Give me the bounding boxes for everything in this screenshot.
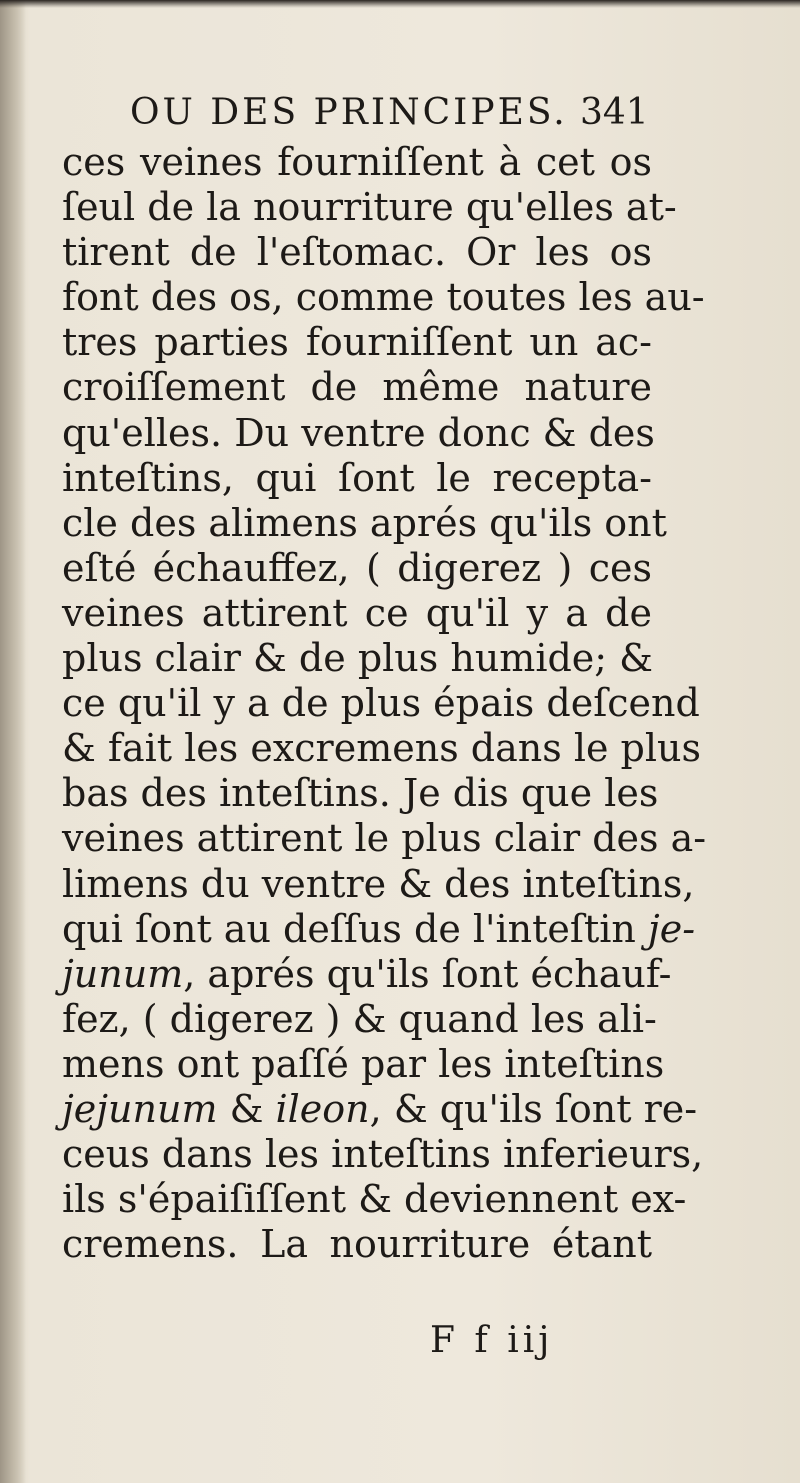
- text-line: & fait les excremens dans le plus: [62, 726, 701, 771]
- running-head: OU DES PRINCIPES.: [130, 92, 568, 133]
- text-line: ceus dans les inteſtins inferieurs,: [62, 1132, 704, 1177]
- italic-term: ileon: [275, 1086, 370, 1131]
- text-line: inteſtins, qui ſont le recepta-: [62, 455, 652, 500]
- text-line: ils s'épaiſiſſent & deviennent ex-: [62, 1177, 687, 1222]
- text-line: ce qu'il y a de plus épais deſcend: [62, 681, 700, 726]
- text-line: ſeul de la nourriture qu'elles at-: [62, 185, 677, 230]
- page-header: [70, 92, 670, 142]
- signature-mark: F f iij: [430, 1320, 554, 1361]
- italic-term: je-: [647, 906, 696, 951]
- text-line: fez, ( digerez ) & quand les ali-: [62, 996, 657, 1041]
- italic-term: jejunum: [62, 1086, 218, 1131]
- text-line: bas des inteſtins. Je dis que les: [62, 771, 659, 816]
- page-top-edge: [0, 0, 800, 8]
- text-line: qui ſont au deſſus de l'inteſtin je-: [62, 906, 696, 951]
- text-line: tres parties fourniſſent un ac-: [62, 320, 652, 365]
- text-line: limens du ventre & des inteſtins,: [62, 861, 695, 906]
- text-line: plus clair & de plus humide; &: [62, 636, 654, 681]
- text-line: font des os, comme toutes les au-: [62, 275, 705, 320]
- text-line: jejunum & ileon, & qu'ils ſont re-: [62, 1086, 698, 1131]
- body-text: [62, 140, 707, 1267]
- text-line: veines attirent ce qu'il y a de: [62, 590, 652, 635]
- text-line: qu'elles. Du ventre donc & des: [62, 410, 655, 455]
- text-line: cle des alimens aprés qu'ils ont: [62, 500, 667, 545]
- italic-term: junum: [62, 951, 184, 996]
- text-line: junum, aprés qu'ils ſont échauf-: [62, 951, 672, 996]
- text-line: eſté échauffez, ( digerez ) ces: [62, 545, 652, 590]
- text-line: tirent de l'eſtomac. Or les os: [62, 230, 652, 275]
- text-line: veines attirent le plus clair des a-: [62, 816, 707, 861]
- page-number: 341: [580, 92, 649, 133]
- page-gutter-shadow: [0, 0, 26, 1483]
- text-line: ces veines fourniſſent à cet os: [62, 140, 652, 184]
- text-line: cremens. La nourriture étant: [62, 1222, 652, 1267]
- text-line: mens ont paſſé par les inteſtins: [62, 1041, 665, 1086]
- text-line: croiſſement de même nature: [62, 365, 652, 410]
